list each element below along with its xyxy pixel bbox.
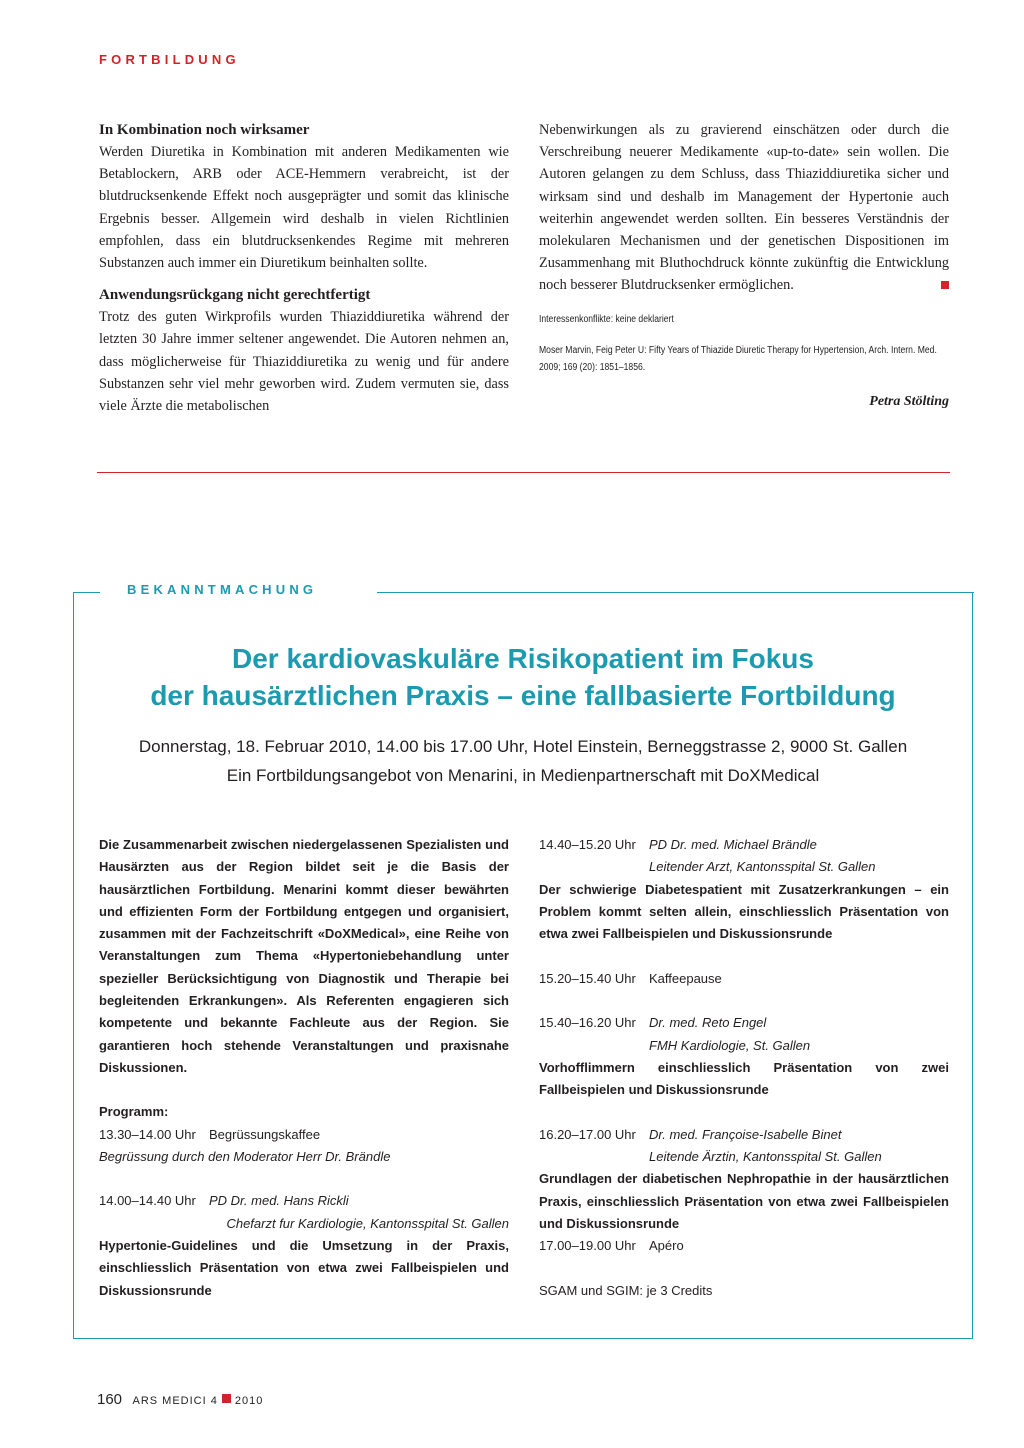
credits-line: SGAM und SGIM: je 3 Credits [539, 1282, 713, 1298]
program-speaker: Dr. med. Françoise-Isabelle Binet [649, 1126, 842, 1142]
program-time: 15.20–15.40 Uhr [539, 970, 636, 986]
subheading-combination: In Kombination noch wirksamer [99, 122, 310, 138]
program-right-column [539, 834, 949, 1302]
footer-square-icon [222, 1394, 231, 1403]
program-left-column [99, 834, 509, 1302]
program-label: Kaffeepause [649, 970, 722, 986]
program-item-5 [539, 1012, 949, 1034]
program-speaker: Dr. med. Reto Engel [649, 1015, 767, 1031]
article-left-column [99, 119, 509, 417]
program-time: 13.30–14.00 Uhr [99, 1126, 196, 1142]
program-time: 17.00–19.00 Uhr [539, 1238, 636, 1254]
section-tag: FORTBILDUNG [99, 52, 240, 67]
paragraph-conclusion-text: Nebenwirkungen als zu gravierend einschätzen oder durch die Verschreibung neuerer Medikamente «up-to-date» sein wollen. Die Autoren gelangen zu dem Schluss, dass Thiaziddiuretika sicher und wirksam sind und deshalb im Management der Hypertonie auch weiterhin angewendet werden sollten. Ein besseres Verständnis der molekularen Mechanismen und der genetischen Dispositionen im Zusammenhang mit Bluthochdruck könnte zukünftig die Entwicklung noch besserer Blutdrucksenker ermöglichen. [539, 122, 949, 294]
conflict-note: Interessenkonflikte: keine deklariert [539, 313, 674, 325]
box-top-border-right [377, 592, 974, 593]
section-divider [97, 472, 950, 473]
title-line-1: Der kardiovaskuläre Risikopatient im Fokus [232, 643, 814, 674]
program-item-2 [99, 1190, 509, 1212]
program-item-7 [539, 1235, 949, 1257]
announcement-title [73, 640, 973, 714]
program-talk-title: Grundlagen der diabetischen Nephropathie in der hausärztlichen Praxis, einschliesslich Präsentation von etwa zwei Fallbeispielen und Diskussionsrunde [539, 1171, 949, 1232]
program-talk-title: Der schwierige Diabetespatient mit Zusatzerkrankungen – ein Problem kommt selten allein, einschliesslich Präsentation von etwa zwei Fallbeispielen und Diskussionsrunde [539, 881, 949, 942]
program-speaker-role: Leitender Arzt, Kantonsspital St. Gallen [649, 859, 876, 875]
program-time: 15.40–16.20 Uhr [539, 1015, 636, 1031]
program-time: 14.00–14.40 Uhr [99, 1193, 196, 1209]
program-speaker-role: Chefarzt fur Kardiologie, Kantonsspital St. Gallen [226, 1215, 509, 1231]
program-label: Begrüssungskaffee [209, 1126, 321, 1142]
event-date-line: Donnerstag, 18. Februar 2010, 14.00 bis 17.00 Uhr, Hotel Einstein, Berneggstrasse 2, 9000 St. Gallen [138, 737, 908, 756]
paragraph-decline: Trotz des guten Wirkprofils wurden Thiaziddiuretika während der letzten 30 Jahre immer seltener angewendet. Die Autoren nehmen an, dass möglicherweise für Thiaziddiuretika zu wenig und für andere Substanzen sehr viel mehr geworben wird. Zudem vermuten sie, dass viele Ärzte die metabolischen [99, 309, 509, 415]
program-item-1 [99, 1124, 509, 1146]
sponsor-line: Ein Fortbildungsangebot von Menarini, in Medienpartnerschaft mit DoXMedical [226, 766, 820, 785]
announcement-intro: Die Zusammenarbeit zwischen niedergelassenen Spezialisten und Hausärzten aus der Region bildet seit je die Basis der hausärztlichen Fortbildung. Menarini kommt dieser bewährten und effizienten Form der Fortbildung entgegen und organisiert, zusammen mit der Fachzeitschrift «DoXMedical», eine Reihe von Veranstaltungen zum Thema «Hypertoniebehandlung unter spezieller Berücksichtigung von Diagnostik und Therapie bei begleitenden Erkrankungen». Als Referenten engagieren sich kompetente und bekannte Fachleute aus der Region. Sie garantieren hoch stehende Veranstaltungen und praxisnahe Diskussionen. [99, 837, 509, 1075]
box-top-border-left [73, 592, 100, 593]
program-time: 16.20–17.00 Uhr [539, 1126, 636, 1142]
announcement-tag: BEKANNTMACHUNG [127, 582, 318, 597]
paragraph-conclusion [539, 119, 949, 297]
program-speaker-role: Leitende Ärztin, Kantonsspital St. Gallen [649, 1149, 882, 1165]
program-speaker: PD Dr. med. Hans Rickli [209, 1193, 349, 1209]
reference-note: Moser Marvin, Feig Peter U: Fifty Years of Thiazide Diuretic Therapy for Hypertension, Arch. Intern. Med. 2009; 169 (20): 1851–1856. [539, 344, 937, 373]
program-speaker: PD Dr. med. Michael Brändle [649, 837, 817, 852]
program-time: 14.40–15.20 Uhr [539, 837, 636, 852]
article-right-column [539, 119, 949, 410]
program-item-4 [539, 968, 949, 990]
journal-name: ARS MEDICI 4 [132, 1395, 218, 1407]
author-name: Petra Stölting [869, 393, 949, 409]
program-speaker-role: FMH Kardiologie, St. Gallen [649, 1037, 811, 1053]
journal-year: 2010 [234, 1395, 264, 1407]
program-talk-title: Hypertonie-Guidelines und die Umsetzung in der Praxis, einschliesslich Präsentation von etwa zwei Fallbeispielen und Diskussionsrunde [99, 1238, 509, 1298]
page-footer [97, 1391, 263, 1409]
program-moderator: Begrüssung durch den Moderator Herr Dr. Brändle [99, 1148, 391, 1164]
program-item-3 [539, 834, 949, 856]
page-number: 160 [97, 1391, 123, 1408]
title-line-2: der hausärztlichen Praxis – eine fallbasierte Fortbildung [150, 680, 896, 711]
end-mark-icon [941, 281, 949, 289]
program-label: Apéro [649, 1238, 684, 1254]
subheading-decline: Anwendungsrückgang nicht gerechtfertigt [99, 287, 371, 304]
program-item-6 [539, 1124, 949, 1146]
program-talk-title: Vorhofflimmern einschliesslich Präsentation von zwei Fallbeispielen und Diskussionsrunde [539, 1059, 949, 1098]
paragraph-combination: Werden Diuretika in Kombination mit anderen Medikamenten wie Betablockern, ARB oder ACE-Hemmern verabreicht, ist der blutdrucksenkende Effekt noch ausgeprägter und somit das klinische Ergebnis besser. Allgemein wird deshalb in vielen Richtlinien empfohlen, dass ein blutdrucksenkendes Regime mit mehreren Substanzen auch immer ein Diuretikum beinhalten sollte. [99, 144, 509, 272]
program-heading: Programm: [99, 1104, 169, 1120]
